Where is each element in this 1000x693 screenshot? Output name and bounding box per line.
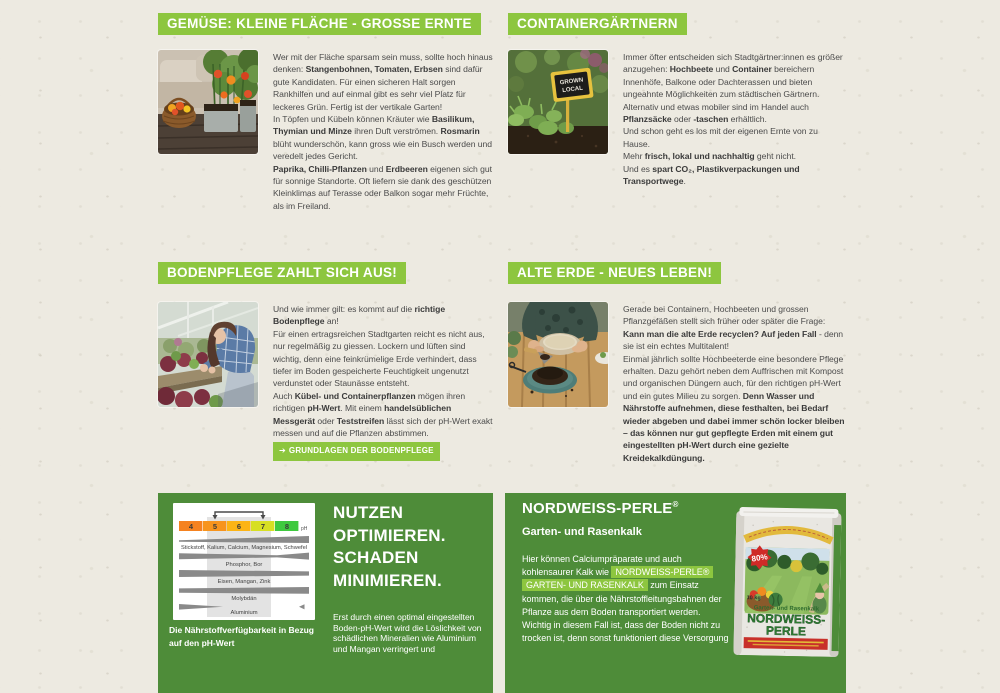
panel-left-heading: NUTZEN OPTIMIEREN. SCHADEN MINIMIEREN. bbox=[333, 503, 446, 590]
greenhouse-soil-care-photo bbox=[158, 302, 258, 407]
sign-text-line2: LOCAL bbox=[561, 85, 584, 95]
product-subtitle: Garten- und Rasenkalk bbox=[522, 526, 642, 538]
paragraph: Und es spart CO₂, Plastikverpackungen und Transportwege. bbox=[623, 163, 800, 187]
product-body bbox=[522, 553, 730, 645]
paragraph: Gerade bei Containern, Hochbeeten und grossen Pflanzgefäßen stellt sich früher oder später die Frage: Kann man die alte Erde recyclen? Auf jeden Fall - denn sie ist ein echtes Multitalent! bbox=[623, 304, 844, 352]
section-title-gemuese: GEMÜSE: KLEINE FLÄCHE - GROSSE ERNTE bbox=[158, 13, 481, 35]
svg-text:Aluminium: Aluminium bbox=[230, 610, 258, 616]
section-body-gemuese bbox=[273, 51, 493, 212]
balcony-tomatoes-illustration bbox=[158, 50, 258, 154]
svg-text:5: 5 bbox=[212, 522, 218, 531]
paragraph: Wer mit der Fläche sparsam sein muss, sollte hoch hinaus denken: Stangenbohnen, Tomaten, Erbsen sind dafür gute Kandidaten. Für einen sicheren Halt sorgen Rankhilfen und auf einmal gibt es sehr viel Platz für leckeres Grün. Fertig ist der vertikale Garten! bbox=[273, 52, 493, 112]
svg-text:4: 4 bbox=[188, 522, 194, 531]
product-title: NORDWEISS-PERLE® bbox=[522, 500, 679, 517]
svg-text:Stickstoff, Kalium, Calcium, M: Stickstoff, Kalium, Calcium, Magnesium, Schwefel bbox=[181, 545, 307, 551]
product-bag-image bbox=[730, 505, 844, 657]
paragraph: Hier können Calciumpräparate und auch kohlensaurer Kalk wie NORDWEISS-PERLE® GARTEN- UND RASENKALK zum Einsatz kommen, die über die Nährstoffleitungsbahnen der Pflanze aus dem Boden transportiert werden. bbox=[522, 554, 722, 617]
optimal-range-bracket bbox=[215, 512, 263, 517]
paragraph: Immer öfter entscheiden sich Stadtgärtner:innen es größer anzugehen: Hochbeete und Container bereichern Innenhöfe, Balkone oder Dachterassen und bieten ungeahnte Möglichkeiten zum städtischen Gärtnern. Alternativ und etwas mobiler sind im Handel auch Pflanzsäcke oder -taschen erhältlich. bbox=[623, 52, 843, 125]
paragraph: Und wie immer gilt: es kommt auf die richtige Bodenpflege an! bbox=[273, 304, 446, 327]
bag-weight: 10 kg bbox=[746, 595, 761, 602]
svg-text:8: 8 bbox=[284, 522, 290, 531]
ph-scale bbox=[179, 521, 308, 532]
panel-left-body: Erst durch einen optimal eingestellten Boden-pH-Wert wird die Löslichkeit von schädlichen Mineralien wie Aluminium und Mangan verringert und bbox=[333, 612, 482, 655]
section-body-containergaertnern bbox=[623, 51, 845, 187]
paragraph: Paprika, Chilli-Pflanzen und Erdbeeren eigenen sich gut für sonnige Standorte. Oft liefern sie dank des geschützen Kleinklimas auf Terasse oder Balkon sogar mehr Früchte, als im Freiland. bbox=[273, 163, 492, 211]
svg-text:80%: 80% bbox=[750, 552, 769, 564]
nutrient-availability-chart-card bbox=[173, 503, 315, 620]
bag-name-line1: NORDWEISS- bbox=[747, 611, 826, 627]
svg-text:Phosphor, Bor: Phosphor, Bor bbox=[225, 562, 263, 568]
svg-text:7: 7 bbox=[260, 522, 266, 531]
bag-category: Garten- und Rasenkalk bbox=[753, 605, 820, 613]
paragraph: Wichtig in diesem Fall ist, dass der Boden nicht zu trocken ist, denn sonst funktioniert diese Versorgung bbox=[522, 620, 729, 644]
grown-local-sign bbox=[550, 68, 593, 103]
paragraph: Und schon geht es los mit der eigenen Ernte von zu Hause. bbox=[623, 126, 818, 149]
button-label: GRUNDLAGEN DER BODENPFLEGE bbox=[288, 446, 434, 456]
chart-caption: Die Nährstoffverfügbarkeit in Bezug auf den pH-Wert bbox=[169, 625, 314, 648]
paragraph: In Töpfen und Kübeln können Kräuter wie Basilikum, Thymian und Minze ihren Duft verströmen. Rosmarin blüht wunderschön, kann gross wie ein Busch werden und veredelt jedes Gericht. bbox=[273, 114, 492, 162]
svg-text:6: 6 bbox=[236, 522, 242, 531]
bodenpflege-link-button[interactable] bbox=[273, 442, 440, 460]
grown-local-illustration bbox=[508, 50, 608, 154]
registered-mark: ® bbox=[672, 500, 679, 509]
svg-text:Molybdän: Molybdän bbox=[231, 596, 257, 602]
section-title-bodenpflege: BODENPFLEGE ZAHLT SICH AUS! bbox=[158, 262, 406, 284]
product-panel bbox=[505, 493, 846, 693]
grown-local-sign-photo bbox=[508, 50, 608, 154]
paragraph: Einmal jährlich sollte Hochbeeterde eine besondere Pflege erhalten. Dazu gehört neben dem Auffrischen mit Kompost und organischen Düngern auch, für den richtigen pH-Wert und ein gutes Milieu zu sorgen. Denn Wasser und Nährstoffe aufnehmen, diese festhalten, bei Bedarf wieder abgeben und dabei immer schön locker bleiben – das können nur gut gepflegte Erden mit einem gut eingestellten pH-Wert durch eine gezielte Kreidekalkdüngung. bbox=[623, 353, 845, 463]
paragraph: Mehr frisch, lokal und nachhaltig geht nicht. bbox=[623, 151, 797, 162]
section-title-containergaertnern: CONTAINERGÄRTNERN bbox=[508, 13, 687, 35]
highlight-chip[interactable]: NORDWEISS-PERLE® GARTEN- UND RASENKALK bbox=[522, 566, 713, 591]
svg-text:Eisen, Mangan, Zink: Eisen, Mangan, Zink bbox=[217, 579, 271, 585]
nutrient-availability-chart bbox=[173, 503, 315, 620]
soil-recycling-illustration bbox=[508, 302, 608, 407]
bag-name-line2: PERLE bbox=[765, 623, 807, 639]
section-body-bodenpflege bbox=[273, 303, 493, 461]
greenhouse-illustration bbox=[158, 302, 258, 407]
section-body-alte-erde bbox=[623, 303, 845, 464]
sign-text-line1: GROWN bbox=[559, 77, 584, 87]
paragraph: Auch Kübel- und Containerpflanzen mögen ihren richtigen pH-Wert. Mit einem handelsüblichen Messgerät oder Teststreifen lässt sich der pH-Wert exakt messen und auf die Pflanzen abstimmen. bbox=[273, 390, 493, 439]
soil-recycling-photo bbox=[508, 302, 608, 407]
paragraph: Für einen ertragsreichen Stadtgarten reicht es nicht aus, nur regelmäßig zu giessen. Lockern und lüften sind wichtig, denn eine feinkrümelige Erde verhindert, dass tiefer im Boden gespeicherte Feuchtigkeit ungenutzt verdunstet oder Staunässe entsteht. bbox=[273, 328, 485, 389]
nordweiss-perle-bag-illustration bbox=[730, 505, 844, 657]
arrow-right-icon: ➔ bbox=[279, 446, 286, 456]
ph-info-panel bbox=[158, 493, 493, 693]
section-title-alte-erde: ALTE ERDE - NEUES LEBEN! bbox=[508, 262, 721, 284]
ph-unit-label: pH bbox=[301, 526, 308, 532]
balcony-tomatoes-photo bbox=[158, 50, 258, 154]
